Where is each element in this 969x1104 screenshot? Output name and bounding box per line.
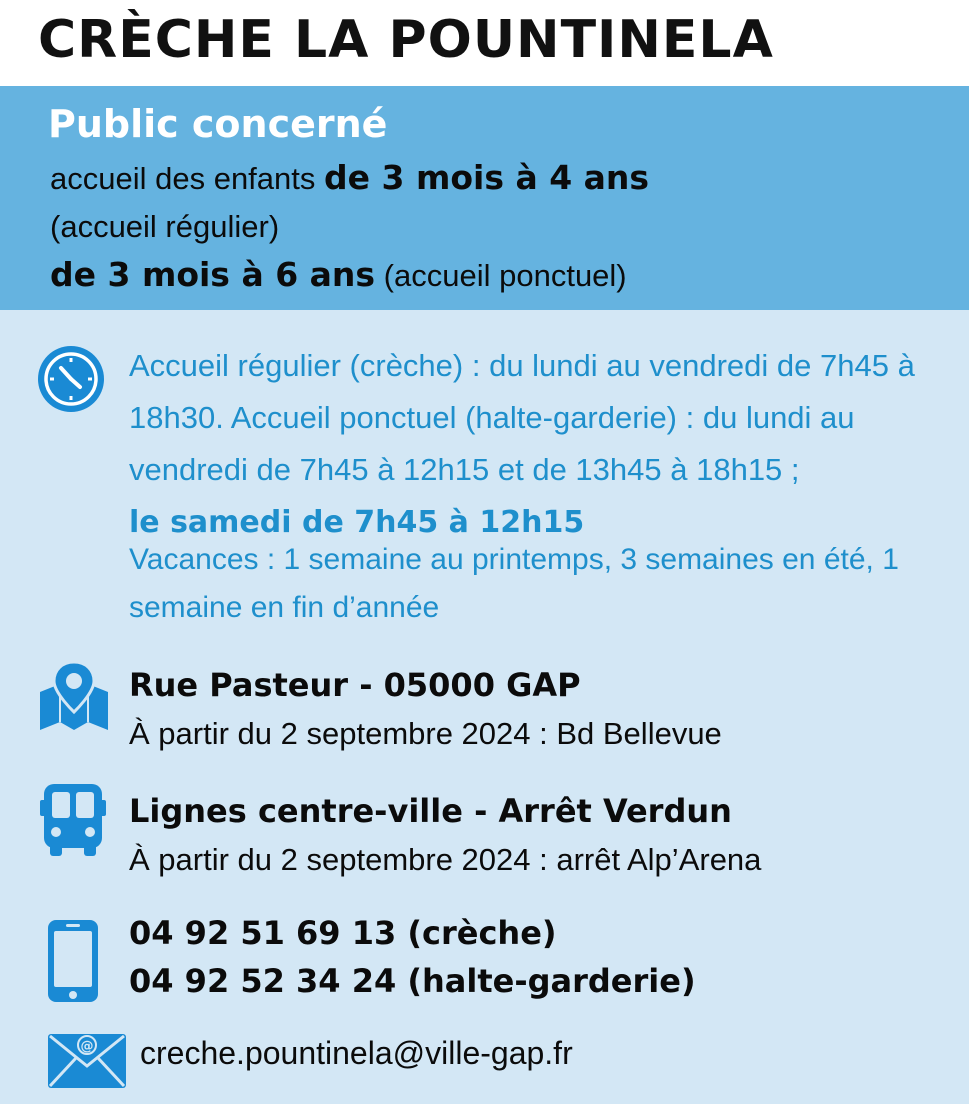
page-title: CRÈCHE LA POUNTINELA [38,10,774,70]
holidays-text: Vacances : 1 semaine au printemps, 3 semaines en été, 1 semaine en fin d’année [129,543,899,624]
public-heading: Public concerné [48,102,388,146]
address-note: À partir du 2 septembre 2024 : Bd Bellevue [129,716,722,751]
svg-text:@: @ [80,1039,94,1054]
public-line-2: (accueil régulier) [50,209,280,244]
public-line-3-bold: de 3 mois à 6 ans [50,255,376,294]
phone-halte: 04 92 52 34 24 (halte-garderie) [129,962,696,1000]
hours-saturday: le samedi de 7h45 à 12h15 [129,505,585,540]
phone-creche: 04 92 51 69 13 (crèche) [129,914,557,952]
public-line-1-prefix: accueil des enfants [50,161,325,196]
bus-main: Lignes centre-ville - Arrêt Verdun [129,792,732,830]
public-line-1-bold: de 3 mois à 4 ans [324,158,650,197]
hours-text: Accueil régulier (crèche) : du lundi au vendredi de 7h45 à 18h30. Accueil ponctuel (halte-garderie) : du lundi au vendredi de 7h45 à 12h15 et de 13h45 à 18h15 ; [129,348,915,487]
bus-note: À partir du 2 septembre 2024 : arrêt Alp’Arena [129,842,762,877]
bus-icon [38,782,108,858]
email-link[interactable]: creche.pountinela@ville-gap.fr [140,1035,573,1071]
hours-block [129,340,944,549]
clock-icon [36,344,106,414]
public-line-3-suffix: (accueil ponctuel) [375,258,627,293]
map-pin-icon [38,660,110,732]
phone-icon [46,918,100,1004]
email-icon [46,1030,128,1090]
address-main: Rue Pasteur - 05000 GAP [129,666,581,704]
public-line-3 [50,255,627,294]
public-line-1 [50,158,649,197]
